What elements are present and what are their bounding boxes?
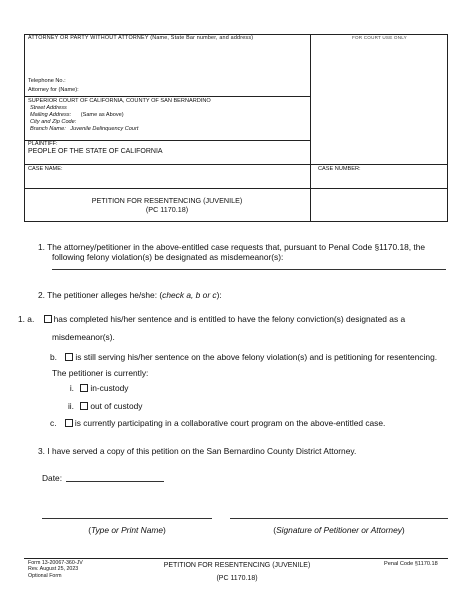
item-2 [38, 290, 222, 300]
sub-ii-row [64, 401, 142, 411]
mailing-address-row [30, 112, 124, 118]
option-b-text: is still serving his/her sentence on the above felony violation(s) and is petitioning for resentencing. [75, 352, 438, 362]
footer-penal-code: Penal Code §1170.18 [384, 561, 438, 567]
optional-form: Optional Form [28, 572, 62, 579]
divider-title-section [24, 188, 448, 189]
attorney-caption-sub: (Name, State Bar number, and address) [150, 35, 254, 41]
item-a-line2: misdemeanor(s). [52, 332, 115, 342]
divider-plaintiff-section [24, 140, 310, 141]
option-b-checkbox[interactable] [65, 353, 73, 361]
attorney-caption [28, 35, 253, 41]
date-field[interactable] [66, 481, 164, 482]
signature-caption-open: ( [273, 525, 277, 535]
footer-title-block [130, 559, 344, 585]
item-2-prefix: 2. The petitioner alleges he/she: ( [38, 290, 163, 300]
item-a-row [18, 314, 405, 324]
court-name: SUPERIOR COURT OF CALIFORNIA, COUNTY OF SAN BERNARDINO [28, 98, 211, 104]
form-number: Form 13-20067-360-JV [28, 560, 83, 566]
city-zip-label: City and Zip Code: [30, 119, 77, 125]
item-2-choice: check a, b or c [162, 290, 217, 300]
branch-name-value: Juvenile Delinquency Court [70, 126, 139, 132]
name-caption-close: ) [162, 525, 166, 535]
case-number-label: CASE NUMBER: [318, 166, 361, 172]
branch-name-row [30, 126, 138, 132]
item-2-suffix: ): [216, 290, 222, 300]
branch-name-label: Branch Name: [30, 126, 66, 132]
option-c-text: is currently participating in a collaborative court program on the above-entitled case. [74, 418, 386, 428]
out-of-custody-text: out of custody [90, 401, 143, 411]
divider-case-name-section [24, 164, 448, 165]
item-3: 3. I have served a copy of this petition on the San Bernardino County District Attorney. [38, 446, 357, 456]
name-line[interactable] [42, 518, 212, 519]
plaintiff-value: PEOPLE OF THE STATE OF CALIFORNIA [28, 148, 163, 155]
date-label: Date: [42, 473, 63, 483]
currently-label: The petitioner is currently: [52, 368, 149, 378]
form-title-block [24, 196, 310, 214]
sub-ii-label: ii. [67, 401, 74, 411]
form-title: PETITION FOR RESENTENCING (JUVENILE) [91, 196, 243, 205]
name-caption [42, 525, 212, 535]
footer-subtitle: (PC 1170.18) [216, 575, 258, 582]
street-address-label: Street Address [30, 105, 67, 111]
in-custody-text: in-custody [90, 383, 129, 393]
telephone-label: Telephone No.: [28, 78, 66, 84]
option-c-checkbox[interactable] [65, 419, 73, 427]
name-caption-text: Type or Print Name [91, 525, 163, 535]
case-number-divider [310, 164, 311, 222]
footer-title: PETITION FOR RESENTENCING (JUVENILE) [163, 562, 311, 569]
option-a-checkbox[interactable] [44, 315, 52, 323]
signature-line[interactable] [230, 518, 448, 519]
item-c-label: c. [50, 418, 57, 428]
attorney-for-label: Attorney for (Name): [28, 87, 79, 93]
attorney-caption-main: ATTORNEY OR PARTY WITHOUT ATTORNEY [28, 35, 149, 41]
felony-violation-field[interactable] [52, 269, 446, 270]
sub-i-row [64, 383, 129, 393]
sub-i-label: i. [69, 383, 74, 393]
item-a-number: 1. a. [18, 314, 35, 324]
signature-caption-text: Signature of Petitioner or Attorney [276, 525, 402, 535]
in-custody-checkbox[interactable] [80, 384, 88, 392]
signature-caption [230, 525, 448, 535]
plaintiff-label: PLAINTIFF: [28, 141, 58, 147]
item-c-row [50, 418, 385, 428]
option-a-text: has completed his/her sentence and is entitled to have the felony conviction(s) designated as a [53, 314, 406, 324]
form-subtitle: (PC 1170.18) [145, 205, 189, 214]
item-b-label: b. [50, 352, 57, 362]
signature-caption-close: ) [401, 525, 405, 535]
item-1-line2: following felony violation(s) be designated as misdemeanor(s): [52, 252, 284, 262]
name-caption-open: ( [88, 525, 91, 535]
revision-date: Rev. August 25, 2023 [28, 566, 79, 573]
mailing-address-label: Mailing Address: [30, 112, 72, 118]
item-1: 1. The attorney/petitioner in the above-entitled case requests that, pursuant to Penal Code §1170.18, the [38, 242, 426, 252]
mailing-address-value: (Same as Above) [80, 112, 124, 118]
court-use-divider [310, 34, 311, 164]
court-use-caption: FOR COURT USE ONLY [352, 35, 407, 40]
divider-court-section [24, 96, 310, 97]
item-b-row [50, 352, 437, 362]
case-name-label: CASE NAME: [28, 166, 63, 172]
footer-form-info [28, 560, 83, 579]
out-of-custody-checkbox[interactable] [80, 402, 88, 410]
